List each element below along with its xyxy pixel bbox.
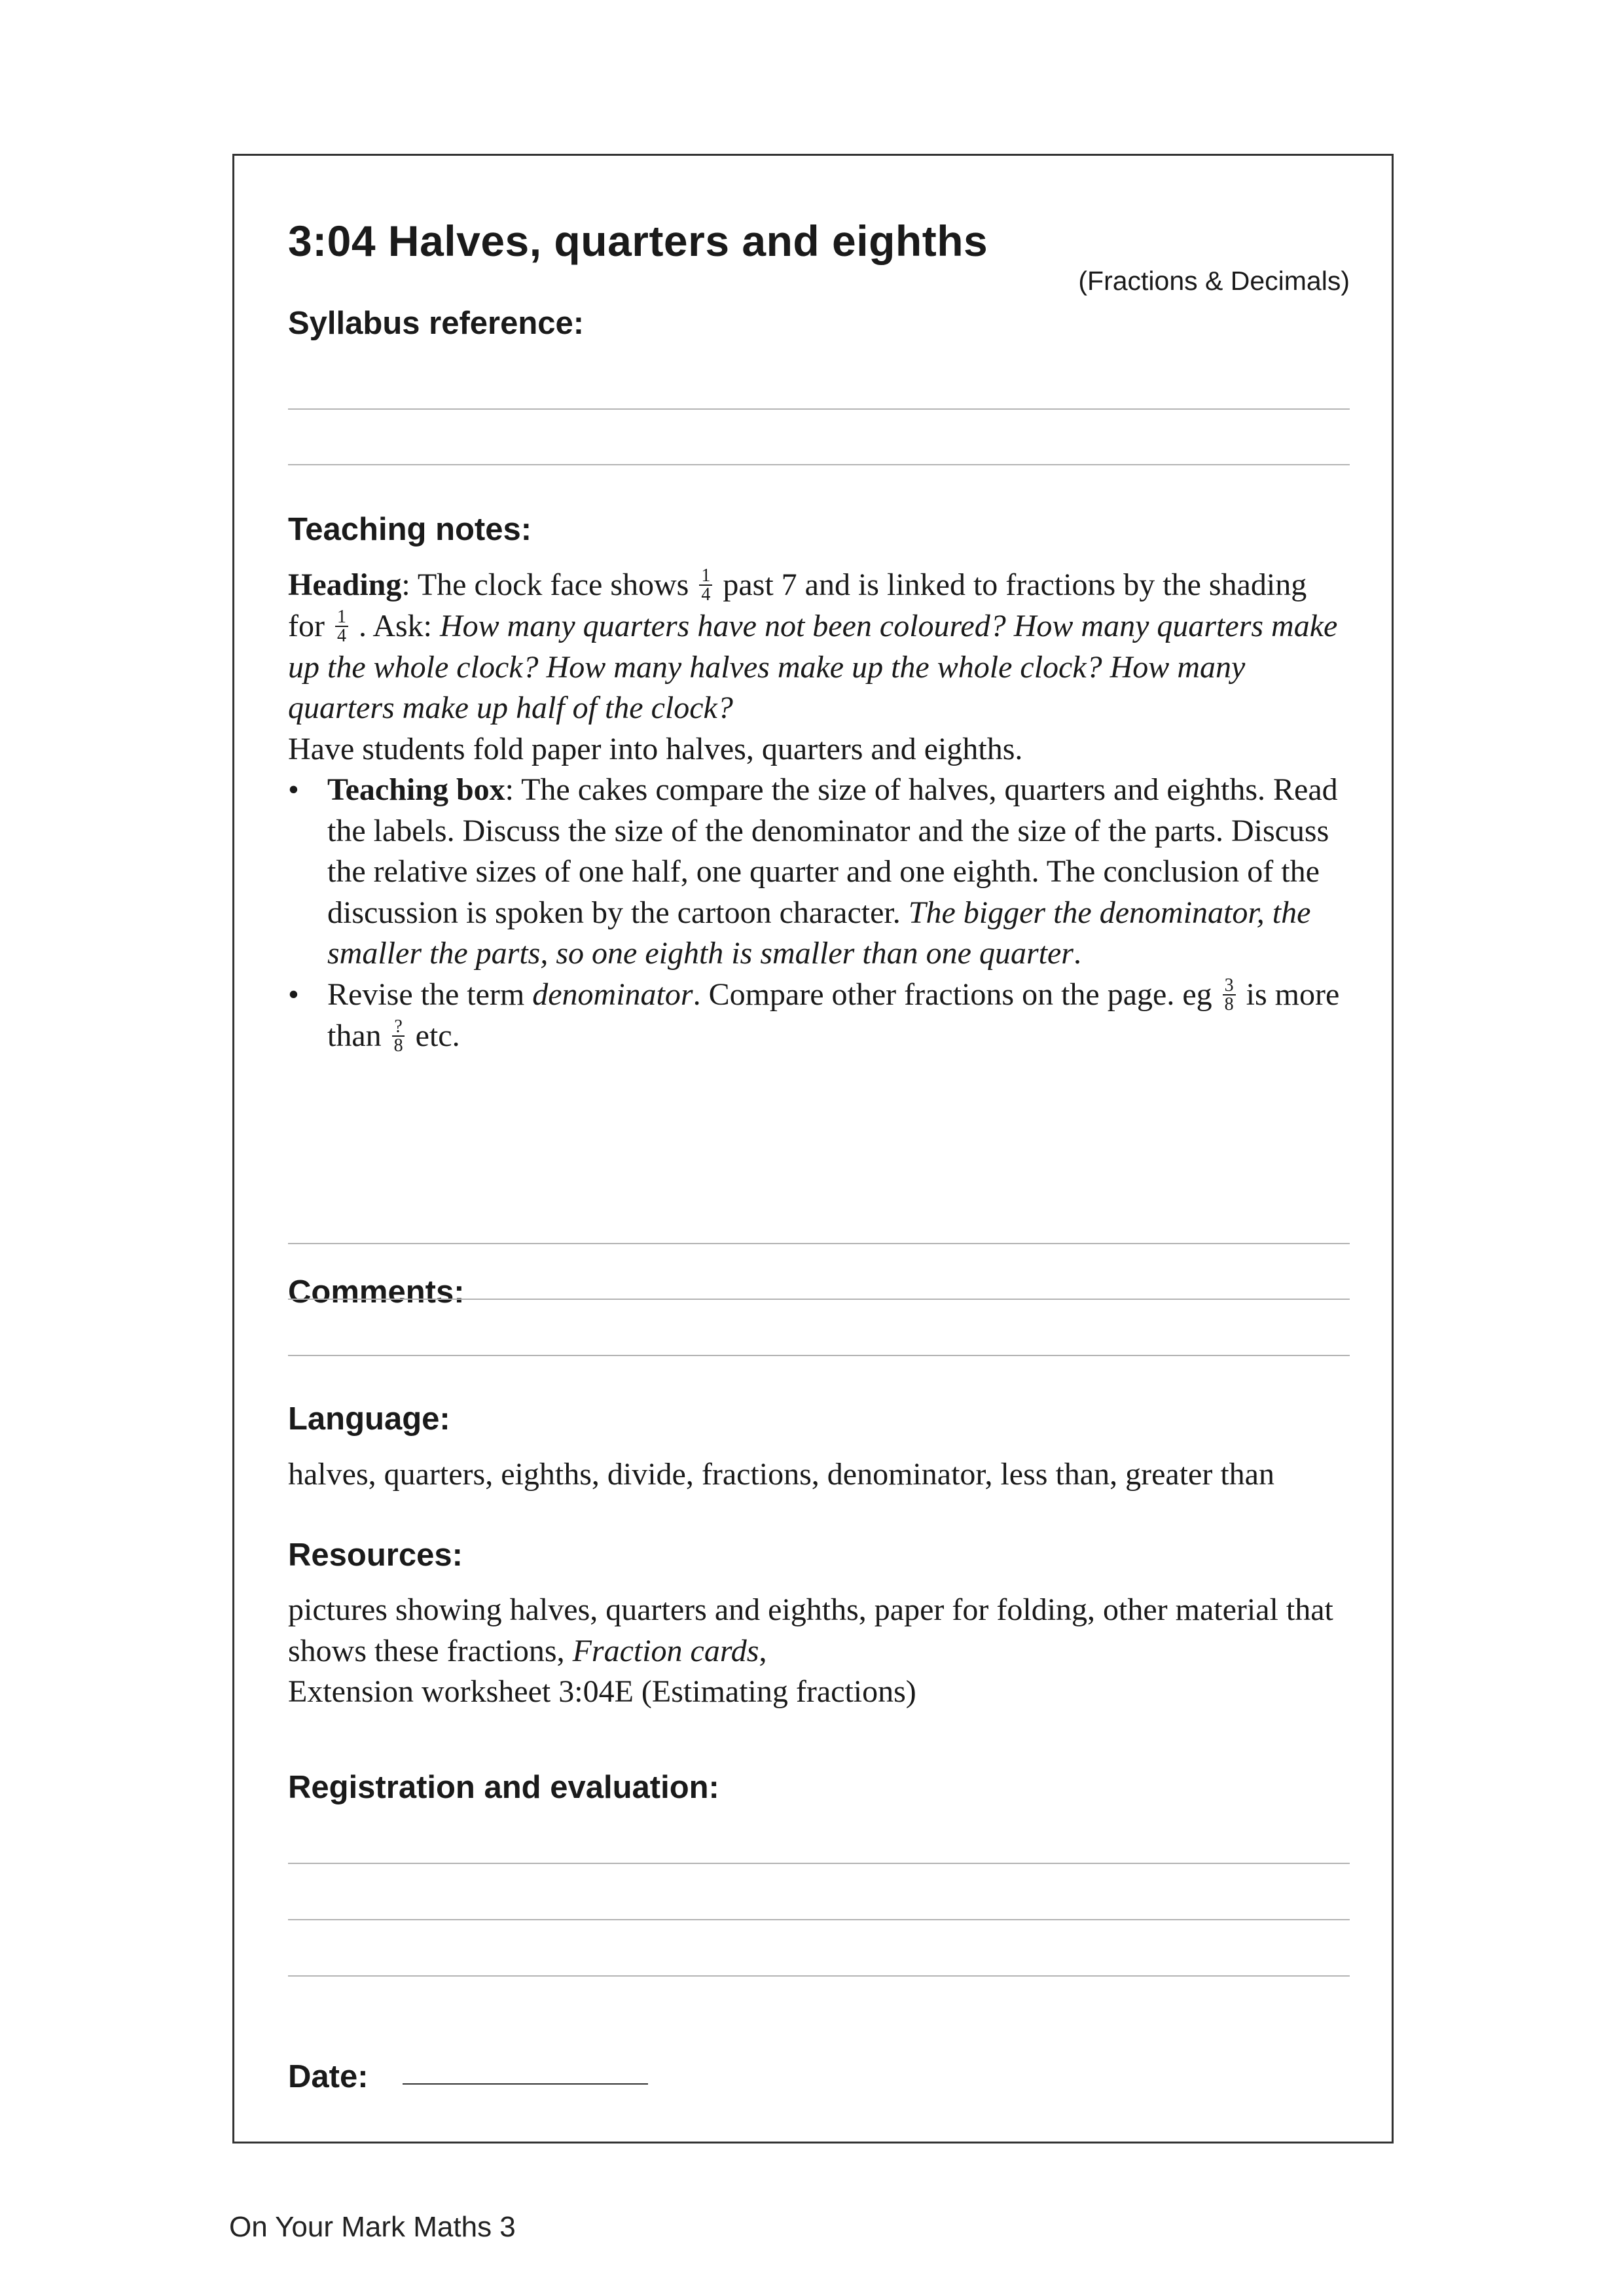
text-span: is more than [327, 977, 1340, 1053]
text-span: etc. [407, 1018, 460, 1053]
text-span: pictures showing halves, quarters and eighths, paper for folding, other material that shows these fractions, [288, 1592, 1333, 1668]
comments-heading: Comments: [288, 1274, 465, 1310]
text-span: past 7 and is linked to fractions by the shading for [288, 567, 1307, 643]
fraction-cards: Fraction cards [572, 1633, 759, 1668]
fraction-three-eighths [1223, 977, 1236, 1013]
teaching-bullets [288, 770, 1350, 1056]
language-text: halves, quarters, eighths, divide, fractions, denominator, less than, greater than [288, 1457, 1274, 1492]
fraction-denominator: 4 [701, 584, 711, 605]
text-span: , [759, 1633, 767, 1668]
bullet-revise-denominator [288, 975, 1350, 1057]
text-span: . [1073, 936, 1081, 971]
text-span: . Ask: [350, 608, 440, 643]
bullet-symbol: • [288, 772, 299, 808]
resources-line-2: Extension worksheet 3:04E (Estimating fractions) [288, 1674, 916, 1709]
bullet-symbol: • [288, 977, 299, 1012]
teaching-notes-paragraph [288, 565, 1350, 729]
cartoon-quote: The bigger the denominator, the smaller the parts, so one eighth is smaller than one quarter [327, 895, 1311, 971]
comments-line-3[interactable] [288, 1355, 1350, 1356]
bullet-teaching-box [288, 770, 1350, 975]
fraction-numerator: ? [392, 1018, 404, 1037]
registration-line-3[interactable] [288, 1975, 1350, 1977]
language-heading: Language: [288, 1401, 450, 1437]
fraction-numerator: 3 [1223, 977, 1236, 996]
heading-label: Heading [288, 567, 402, 602]
fraction-one-quarter [335, 608, 348, 645]
teaching-notes-heading: Teaching notes: [288, 512, 532, 547]
resources-heading: Resources: [288, 1537, 463, 1573]
comments-line-2[interactable] [288, 1299, 1350, 1300]
teaching-notes-body [288, 565, 1350, 1057]
fraction-denominator: 8 [1224, 994, 1234, 1014]
ask-questions: How many quarters have not been coloured? How many quarters make up the whole clock? How many halves make up the whole clock? How many quarters make up half of the clock? [288, 608, 1338, 726]
fraction-denominator: 4 [336, 625, 346, 646]
syllabus-heading: Syllabus reference: [288, 306, 585, 341]
page-frame [232, 154, 1394, 2144]
page-title: 3:04 Halves, quarters and eighths [288, 217, 988, 265]
resources-line-1 [288, 1590, 1350, 1672]
fold-paper-paragraph: Have students fold paper into halves, quarters and eighths. [288, 731, 1023, 766]
fraction-one-quarter [699, 567, 712, 603]
registration-line-2[interactable] [288, 1919, 1350, 1920]
registration-line-1[interactable] [288, 1863, 1350, 1864]
strand-label: (Fractions & Decimals) [1078, 266, 1350, 296]
fraction-unknown-eighths [392, 1018, 405, 1054]
teaching-box-label: Teaching box [327, 772, 505, 808]
fraction-denominator: 8 [393, 1035, 403, 1056]
resources-body [288, 1590, 1350, 1713]
fraction-numerator: 1 [335, 608, 348, 627]
fraction-numerator: 1 [699, 567, 712, 586]
date-field-line[interactable] [403, 2083, 648, 2085]
text-span: : The cakes compare the size of halves, quarters and eighths. Read the labels. Discuss the size of the denominator and the size of the parts. Discuss the relative sizes of one half, one quarter and one eighth. The conclusion of the discussion is spoken by the cartoon character. [327, 772, 1338, 930]
syllabus-line-1[interactable] [288, 408, 1350, 410]
text-span: . Compare other fractions on the page. eg [693, 977, 1220, 1012]
syllabus-line-2[interactable] [288, 464, 1350, 465]
text-span: Revise the term [327, 977, 533, 1012]
registration-heading: Registration and evaluation: [288, 1770, 719, 1805]
text-span: : The clock face shows [401, 567, 697, 602]
comments-line-1[interactable] [288, 1243, 1350, 1244]
term-denominator: denominator [532, 977, 693, 1012]
footer-text: On Your Mark Maths 3 [229, 2211, 516, 2243]
date-label: Date: [288, 2059, 369, 2094]
